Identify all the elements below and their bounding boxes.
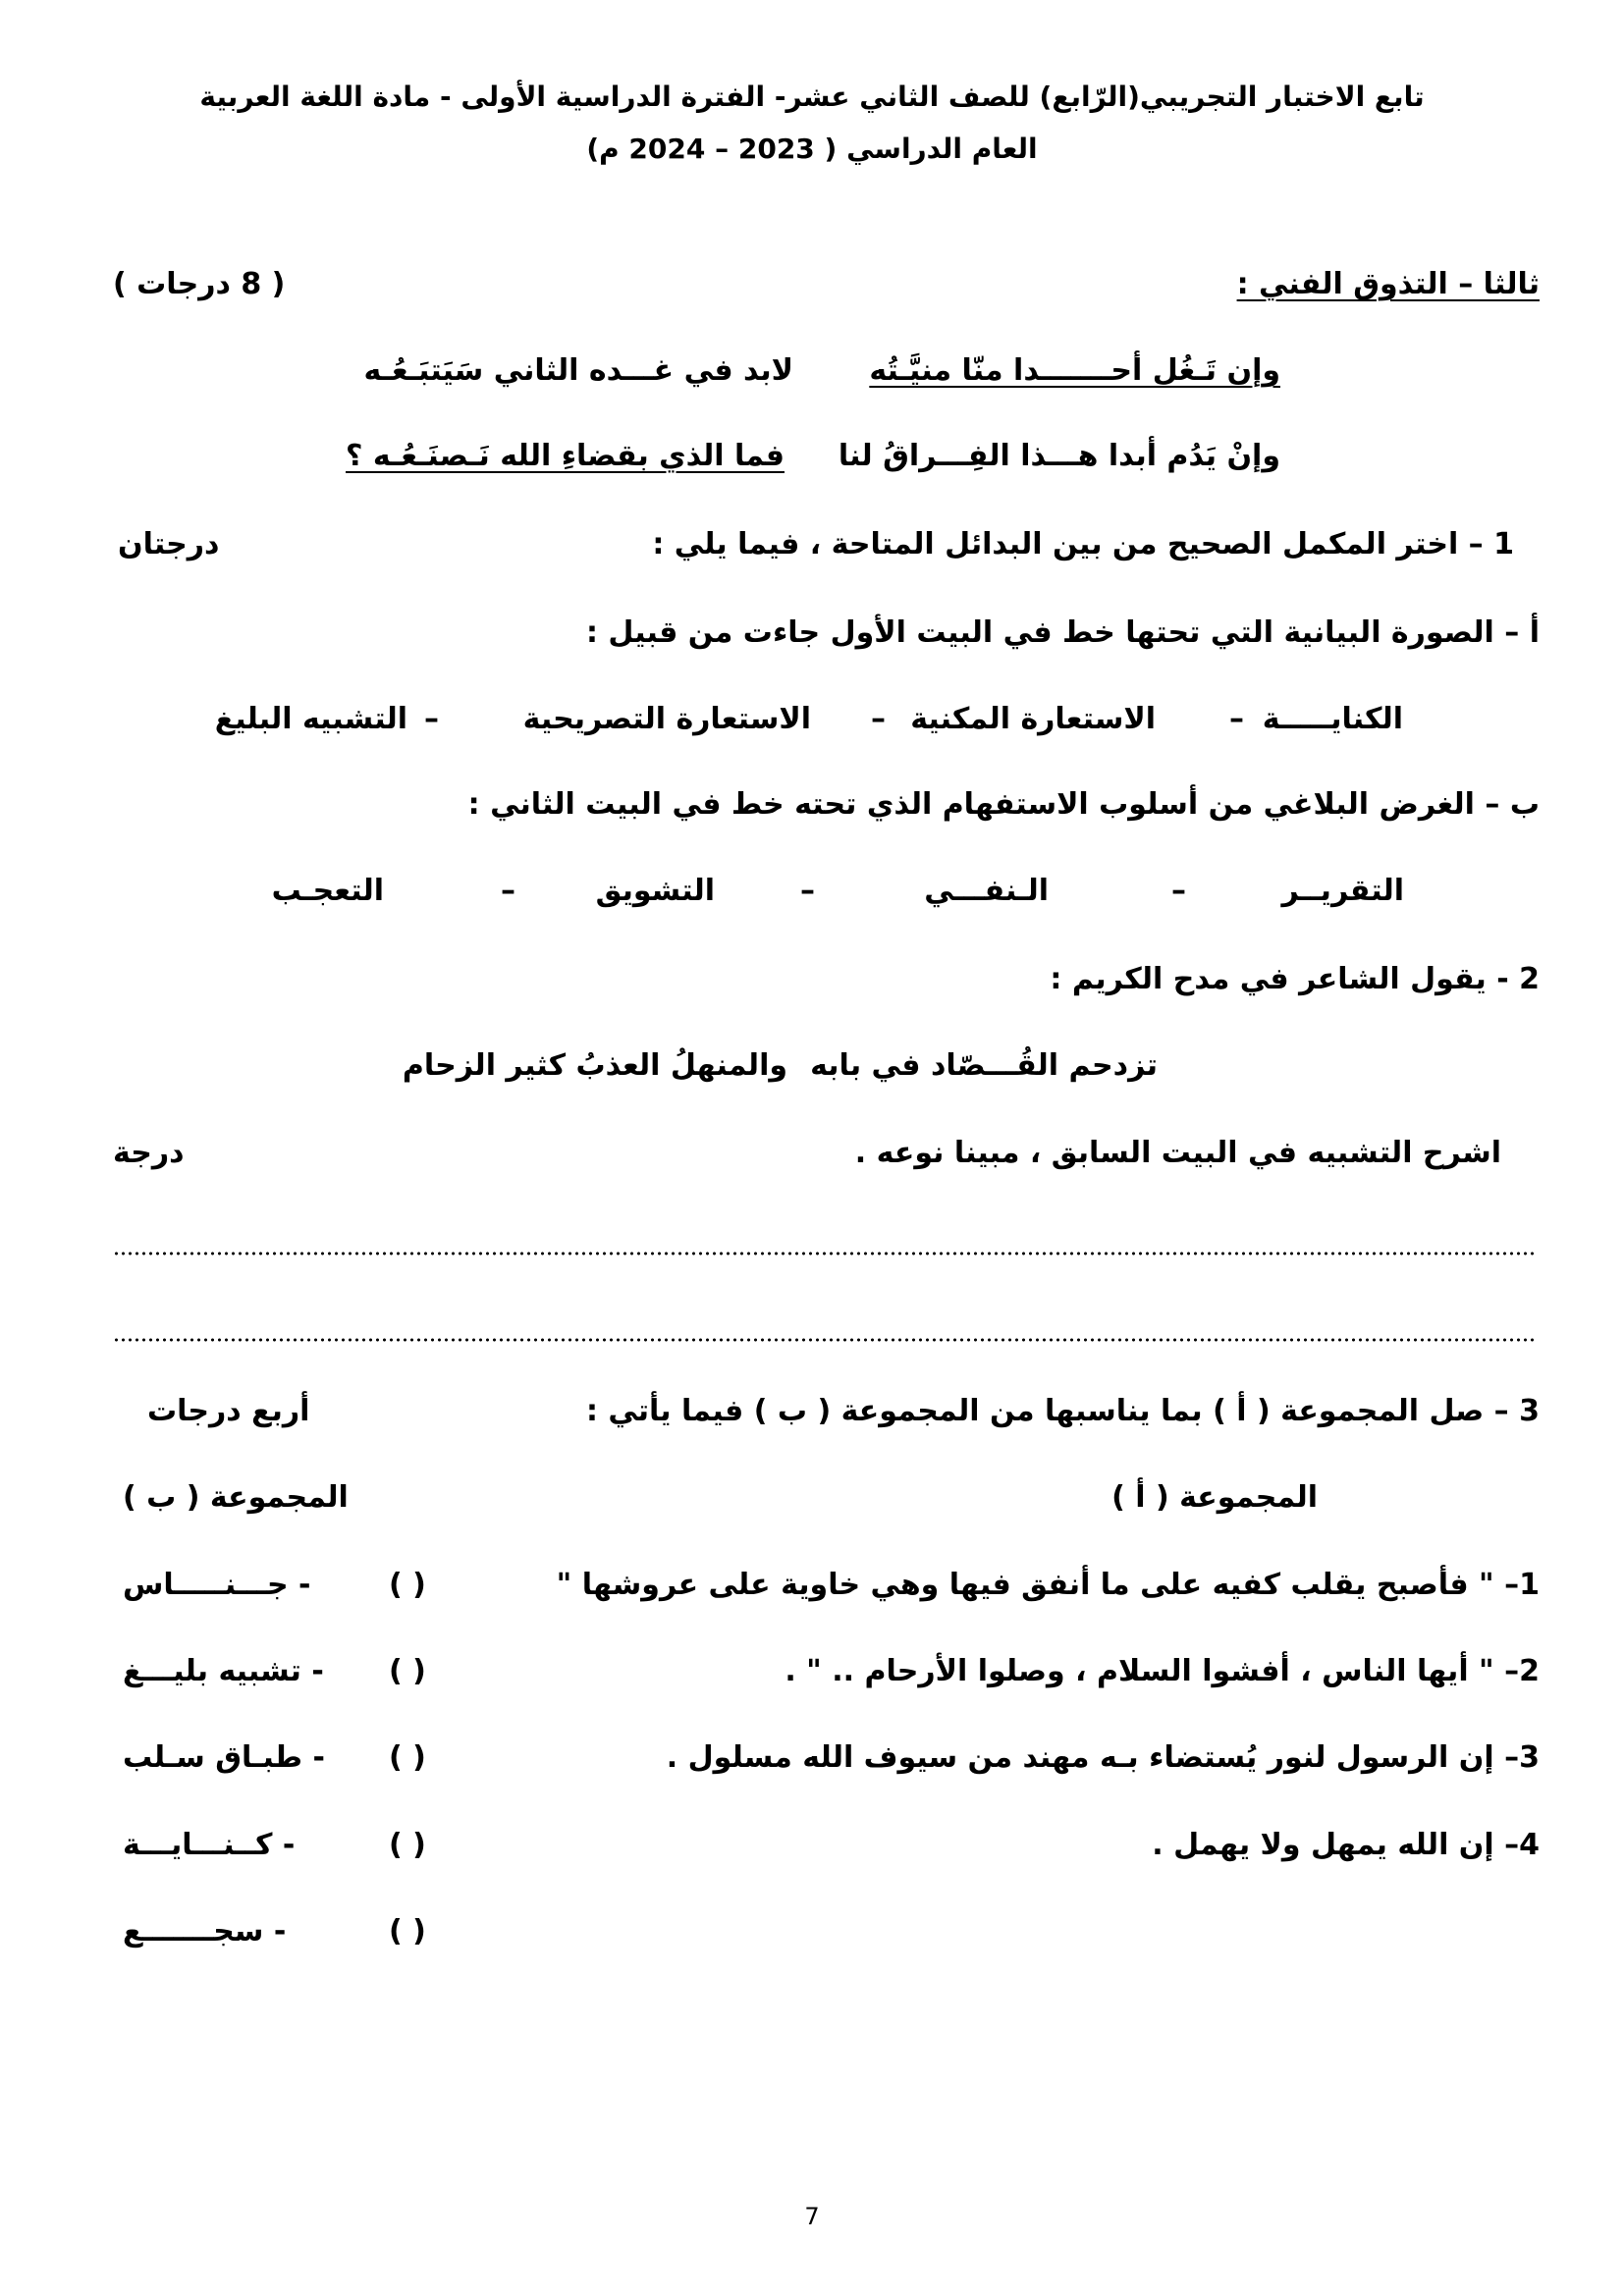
q1-text: 1 – اختر المكمل الصحيح من بين البدائل المتاحة ، فيما يلي : [652, 527, 1514, 561]
group-a-item-3: 3– إن الرسول لنور يُستضاء بـه مهند من سيوف الله مسلول . [666, 1740, 1540, 1775]
group-a-label: المجموعة ( أ ) [1111, 1480, 1318, 1515]
poem-line1-part1: وإن تَـغُل أحـــــــدا منّا منيَّـتُه [869, 353, 1280, 388]
section-marks: ( 8 درجات ) [113, 267, 286, 301]
header-line-2: العام الدراسي ( 2023 – 2024 م) [586, 133, 1038, 165]
q1-b-option-3: التشويق [595, 874, 715, 908]
poem-line2-part2: فما الذي بقضاءِ الله نَـصنَـعُـه ؟ [346, 439, 785, 473]
poem-line1-part2: لابد في غـــده الثاني سَيَتبَـعُـه [363, 353, 793, 388]
q1-b-text: ب – الغرض البلاغي من أسلوب الاستفهام الذي تحته خط في البيت الثاني : [467, 787, 1540, 822]
q1-b-sep-2: – [800, 874, 815, 908]
q1-marks: درجتان [118, 527, 220, 561]
group-a-item-2: 2– " أيها الناس ، أفشوا السلام ، وصلوا الأرحام .. " . [785, 1654, 1540, 1688]
group-b-item-2: - تشبيه بليـــغ [123, 1654, 324, 1688]
q3-marks: أربع درجات [147, 1394, 310, 1428]
q3-text: 3 – صل المجموعة ( أ ) بما يناسبها من المجموعة ( ب ) فيما يأتي : [585, 1394, 1540, 1428]
group-b-label: المجموعة ( ب ) [123, 1480, 349, 1515]
group-b-item-1: - جـــنـــــاس [123, 1568, 311, 1602]
q1-b-option-2: الـنفـــي [924, 874, 1049, 908]
group-a-item-4: 4– إن الله يمهل ولا يهمل . [1152, 1828, 1540, 1862]
group-b-item-5: - سجـــــــع [123, 1914, 287, 1949]
group-b-item-3: - طبـاق سـلب [123, 1740, 325, 1775]
answer-blank-1[interactable]: ( ) [389, 1568, 426, 1602]
q1-a-text: أ – الصورة البيانية التي تحتها خط في البيت الأول جاءت من قبيل : [585, 615, 1540, 650]
q1-b-option-1: التقريــر [1281, 874, 1404, 908]
page-number: 7 [804, 2203, 820, 2230]
answer-blank-2[interactable]: ( ) [389, 1654, 426, 1688]
q1-a-option-2: الاستعارة المكنية [910, 702, 1156, 736]
q1-b-sep-1: – [501, 874, 515, 908]
q1-a-option-4: التشبيه البليغ [214, 702, 407, 736]
q2-instruction: اشرح التشبيه في البيت السابق ، مبينا نوعه . [854, 1136, 1501, 1170]
q2-marks: درجة [113, 1136, 185, 1170]
answer-line-2[interactable] [113, 1338, 1537, 1342]
group-b-item-4: - كــنـــايـــة [123, 1828, 296, 1862]
q1-b-option-4: التعجـب [271, 874, 384, 908]
answer-blank-3[interactable]: ( ) [389, 1740, 426, 1775]
section-title: ثالثا – التذوق الفني : [1236, 267, 1540, 301]
answer-line-1[interactable] [113, 1252, 1537, 1255]
q1-a-option-1: الكنايـــــة [1262, 702, 1403, 736]
q1-a-option-3: الاستعارة التصريحية [522, 702, 811, 736]
q2-text: 2 - يقول الشاعر في مدح الكريم : [1050, 962, 1540, 996]
poem-line2-part1: وإنْ يَدُم أبدا هـــذا الفِـــراقُ لنا [838, 439, 1280, 473]
q1-a-sep-2: – [871, 702, 886, 736]
q2-verse-part2: والمنهلُ العذبُ كثير الزحام [402, 1048, 787, 1083]
q2-verse-part1: تزدحم القُـــصّاد في بابه [810, 1048, 1158, 1083]
q1-a-sep-1: – [424, 702, 439, 736]
q1-a-sep-3: – [1229, 702, 1244, 736]
group-a-item-1: 1– " فأصبح يقلب كفيه على ما أنفق فيها وهي خاوية على عروشها " [556, 1568, 1540, 1602]
answer-blank-5[interactable]: ( ) [389, 1914, 426, 1949]
header-line-1: تابع الاختبار التجريبي(الرّابع) للصف الثاني عشر- الفترة الدراسية الأولى - مادة اللغة العربية [199, 80, 1425, 113]
q1-b-sep-3: – [1171, 874, 1186, 908]
answer-blank-4[interactable]: ( ) [389, 1828, 426, 1862]
